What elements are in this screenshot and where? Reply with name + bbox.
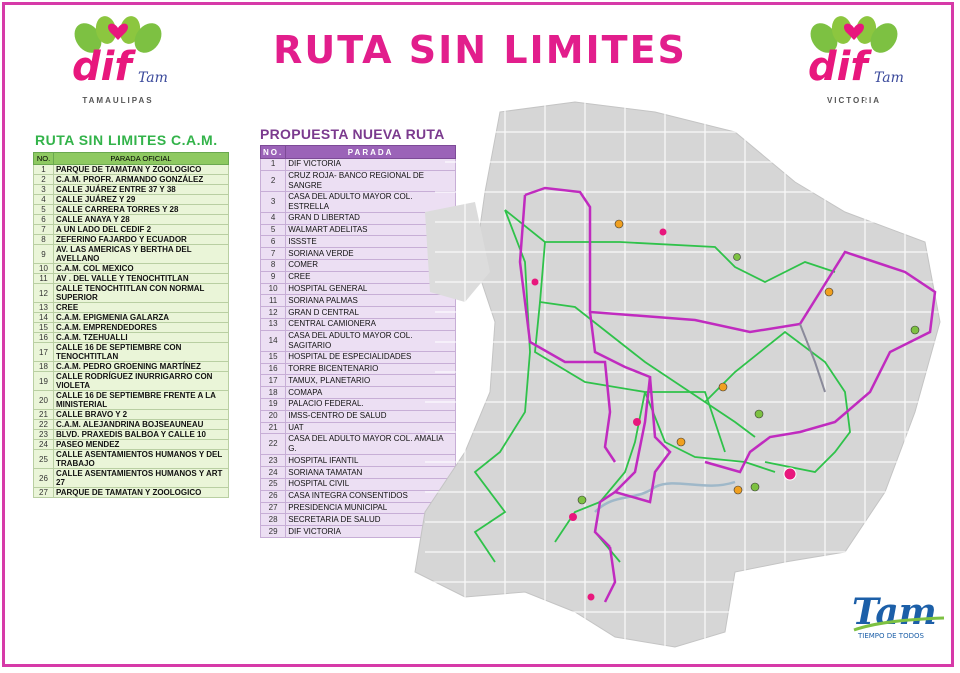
purple-row-number: 24: [261, 467, 286, 479]
green-row-number: 19: [34, 372, 54, 391]
purple-row-number: 14: [261, 330, 286, 351]
purple-row-stop: COMER: [286, 259, 456, 271]
purple-row-stop: PRESIDENCIA MUNICIPAL: [286, 502, 456, 514]
green-row-number: 23: [34, 430, 54, 440]
green-row-number: 18: [34, 362, 54, 372]
purple-row-number: 17: [261, 375, 286, 387]
purple-row-number: 2: [261, 170, 286, 191]
purple-row-stop: SORIANA TAMATAN: [286, 467, 456, 479]
green-table-row: [34, 343, 229, 362]
green-row-number: 22: [34, 420, 54, 430]
green-table-row: [34, 195, 229, 205]
purple-col-stop: PARADA: [286, 146, 456, 159]
green-table-row: [34, 440, 229, 450]
green-table-row: [34, 430, 229, 440]
tamaulipas-label: TAMAULIPAS: [82, 96, 154, 105]
green-row-number: 10: [34, 264, 54, 274]
svg-text:Tam: Tam: [852, 591, 937, 633]
purple-row-stop: HOSPITAL CIVIL: [286, 478, 456, 490]
green-table-row: [34, 313, 229, 323]
purple-row-stop: UAT: [286, 422, 456, 434]
green-row-number: 26: [34, 469, 54, 488]
green-table-row: [34, 215, 229, 225]
green-row-stop: C.A.M. EMPRENDEDORES: [54, 323, 229, 333]
svg-text:Tam: Tam: [138, 70, 168, 86]
purple-row-number: 9: [261, 271, 286, 283]
green-row-number: 3: [34, 185, 54, 195]
green-row-number: 14: [34, 313, 54, 323]
green-row-stop: C.A.M. PEDRO GROENING MARTÍNEZ: [54, 362, 229, 372]
purple-row-number: 8: [261, 259, 286, 271]
green-table-row: [34, 264, 229, 274]
green-stops-table: [33, 152, 229, 498]
purple-row-number: 13: [261, 318, 286, 330]
green-row-stop: A UN LADO DEL CEDIF 2: [54, 225, 229, 235]
green-row-stop: CALLE ANAYA Y 28: [54, 215, 229, 225]
green-row-stop: C.A.M. TZEHUALLI: [54, 333, 229, 343]
green-row-number: 16: [34, 333, 54, 343]
green-table-row: [34, 303, 229, 313]
green-row-number: 9: [34, 245, 54, 264]
svg-text:Tam: Tam: [874, 70, 904, 86]
green-row-number: 25: [34, 450, 54, 469]
green-row-stop: CALLE JUÁREZ Y 29: [54, 195, 229, 205]
purple-row-stop: CASA INTEGRA CONSENTIDOS: [286, 490, 456, 502]
green-table-row: [34, 333, 229, 343]
green-table-row: [34, 450, 229, 469]
svg-text:dif: dif: [72, 44, 132, 90]
tam-logo-icon: [852, 590, 948, 640]
green-row-stop: CALLE TENOCHTITLAN CON NORMAL SUPERIOR: [54, 284, 229, 303]
purple-row-number: 11: [261, 295, 286, 307]
green-table-row: [34, 488, 229, 498]
green-table-row: [34, 323, 229, 333]
green-row-number: 5: [34, 205, 54, 215]
purple-row-stop: CASA DEL ADULTO MAYOR COL. SAGITARIO: [286, 330, 456, 351]
dif-tamaulipas-logo: [58, 14, 178, 114]
green-row-stop: PARQUE DE TAMATAN Y ZOOLOGICO: [54, 488, 229, 498]
purple-row-stop: DIF VICTORIA: [286, 526, 456, 538]
purple-col-no: NO.: [261, 146, 286, 159]
purple-row-number: 15: [261, 351, 286, 363]
purple-row-stop: HOSPITAL DE ESPECIALIDADES: [286, 351, 456, 363]
purple-row-stop: IMSS-CENTRO DE SALUD: [286, 410, 456, 422]
green-row-stop: C.A.M. COL MEXICO: [54, 264, 229, 274]
green-table-row: [34, 185, 229, 195]
dif-logo-icon: [58, 14, 178, 96]
green-row-stop: C.A.M. EPIGMENIA GALARZA: [54, 313, 229, 323]
green-row-stop: CALLE 16 DE SEPTIEMBRE CON TENOCHTITLAN: [54, 343, 229, 362]
green-table-row: [34, 469, 229, 488]
purple-row-number: 10: [261, 283, 286, 295]
green-row-stop: PASEO MENDEZ: [54, 440, 229, 450]
purple-row-number: 16: [261, 363, 286, 375]
green-row-stop: CALLE RODRÍGUEZ INURRIGARRO CON VIOLETA: [54, 372, 229, 391]
green-table-row: [34, 420, 229, 430]
dif-logo-icon: [794, 14, 914, 96]
green-row-number: 27: [34, 488, 54, 498]
green-row-number: 4: [34, 195, 54, 205]
purple-row-stop: DIF VICTORIA: [286, 159, 456, 171]
purple-row-stop: CASA DEL ADULTO MAYOR COL. ESTRELLA: [286, 191, 456, 212]
green-row-number: 11: [34, 274, 54, 284]
green-row-stop: CREE: [54, 303, 229, 313]
purple-row-number: 6: [261, 236, 286, 248]
tam-tiempo-de-todos-logo: [852, 590, 948, 640]
purple-row-number: 19: [261, 398, 286, 410]
city-area: [415, 102, 940, 647]
green-table-row: [34, 391, 229, 410]
green-row-number: 12: [34, 284, 54, 303]
purple-row-stop: TAMUX, PLANETARIO: [286, 375, 456, 387]
green-row-number: 17: [34, 343, 54, 362]
green-table-row: [34, 245, 229, 264]
green-table-row: [34, 175, 229, 185]
svg-text:TIEMPO DE TODOS: TIEMPO DE TODOS: [858, 632, 924, 640]
purple-row-stop: HOSPITAL GENERAL: [286, 283, 456, 295]
purple-row-number: 12: [261, 307, 286, 319]
purple-row-stop: SECRETARIA DE SALUD: [286, 514, 456, 526]
green-col-stop: PARADA OFICIAL: [54, 153, 229, 165]
page-title: RUTA SIN LIMITES: [273, 28, 687, 72]
purple-row-number: 29: [261, 526, 286, 538]
green-row-number: 24: [34, 440, 54, 450]
purple-row-number: 22: [261, 434, 286, 455]
green-table-row: [34, 235, 229, 245]
green-table-row: [34, 205, 229, 215]
green-table-row: [34, 372, 229, 391]
green-table-title: RUTA SIN LIMITES C.A.M.: [35, 132, 218, 148]
green-row-stop: ZEFERINO FAJARDO Y ECUADOR: [54, 235, 229, 245]
svg-text:dif: dif: [808, 44, 868, 90]
green-row-stop: AV . DEL VALLE Y TENOCHTITLAN: [54, 274, 229, 284]
green-row-stop: CALLE ASENTAMIENTOS HUMANOS Y ART 27: [54, 469, 229, 488]
purple-row-stop: SORIANA VERDE: [286, 248, 456, 260]
green-row-stop: CALLE 16 DE SEPTIEMBRE FRENTE A LA MINISTERIAL: [54, 391, 229, 410]
green-row-stop: CALLE ASENTAMIENTOS HUMANOS Y DEL TRABAJO: [54, 450, 229, 469]
green-table-row: [34, 410, 229, 420]
green-row-number: 20: [34, 391, 54, 410]
purple-row-stop: HOSPITAL IFANTIL: [286, 455, 456, 467]
purple-row-stop: CENTRAL CAMIONERA: [286, 318, 456, 330]
green-table-body: [34, 165, 229, 498]
purple-row-number: 7: [261, 248, 286, 260]
purple-row-stop: COMAPA: [286, 387, 456, 399]
purple-row-number: 5: [261, 224, 286, 236]
purple-row-number: 21: [261, 422, 286, 434]
purple-row-number: 27: [261, 502, 286, 514]
green-col-no: NO.: [34, 153, 54, 165]
purple-row-stop: CRUZ ROJA- BANCO REGIONAL DE SANGRE: [286, 170, 456, 191]
purple-row-number: 20: [261, 410, 286, 422]
purple-row-number: 28: [261, 514, 286, 526]
green-table-row: [34, 165, 229, 175]
green-row-stop: PARQUE DE TAMATAN Y ZOOLOGICO: [54, 165, 229, 175]
green-row-number: 6: [34, 215, 54, 225]
green-row-stop: C.A.M. PROFR. ARMANDO GONZÁLEZ: [54, 175, 229, 185]
purple-row-stop: ISSSTE: [286, 236, 456, 248]
purple-row-stop: CREE: [286, 271, 456, 283]
green-row-number: 7: [34, 225, 54, 235]
green-route-table: [33, 132, 229, 498]
green-table-row: [34, 274, 229, 284]
green-row-stop: CALLE CARRERA TORRES Y 28: [54, 205, 229, 215]
green-row-number: 13: [34, 303, 54, 313]
city-route-map[interactable]: [405, 92, 950, 652]
map-svg: [405, 92, 950, 652]
purple-row-stop: WALMART ADELITAS: [286, 224, 456, 236]
green-row-number: 2: [34, 175, 54, 185]
purple-row-stop: PALACIO FEDERAL.: [286, 398, 456, 410]
green-table-row: [34, 284, 229, 303]
green-row-stop: C.A.M. ALEJANDRINA BOJSEAUNEAU: [54, 420, 229, 430]
green-row-number: 1: [34, 165, 54, 175]
purple-row-number: 26: [261, 490, 286, 502]
green-row-number: 21: [34, 410, 54, 420]
green-row-stop: CALLE JUÁREZ ENTRE 37 Y 38: [54, 185, 229, 195]
green-row-number: 8: [34, 235, 54, 245]
green-row-number: 15: [34, 323, 54, 333]
purple-row-stop: SORIANA PALMAS: [286, 295, 456, 307]
purple-row-number: 23: [261, 455, 286, 467]
purple-row-stop: GRAN D LIBERTAD: [286, 212, 456, 224]
purple-table-title: PROPUESTA NUEVA RUTA: [260, 126, 445, 142]
purple-row-number: 25: [261, 478, 286, 490]
purple-row-stop: CASA DEL ADULTO MAYOR COL. AMALIA G.: [286, 434, 456, 455]
green-table-row: [34, 362, 229, 372]
purple-row-stop: TORRE BICENTENARIO: [286, 363, 456, 375]
victoria-label: VICTORIA: [826, 96, 882, 105]
purple-row-stop: GRAN D CENTRAL: [286, 307, 456, 319]
green-row-stop: CALLE BRAVO Y 2: [54, 410, 229, 420]
purple-row-number: 18: [261, 387, 286, 399]
green-table-row: [34, 225, 229, 235]
green-row-stop: BLVD. PRAXEDIS BALBOA Y CALLE 10: [54, 430, 229, 440]
purple-row-number: 4: [261, 212, 286, 224]
green-row-stop: AV. LAS AMERICAS Y BERTHA DEL AVELLANO: [54, 245, 229, 264]
purple-row-number: 1: [261, 159, 286, 171]
purple-row-number: 3: [261, 191, 286, 212]
